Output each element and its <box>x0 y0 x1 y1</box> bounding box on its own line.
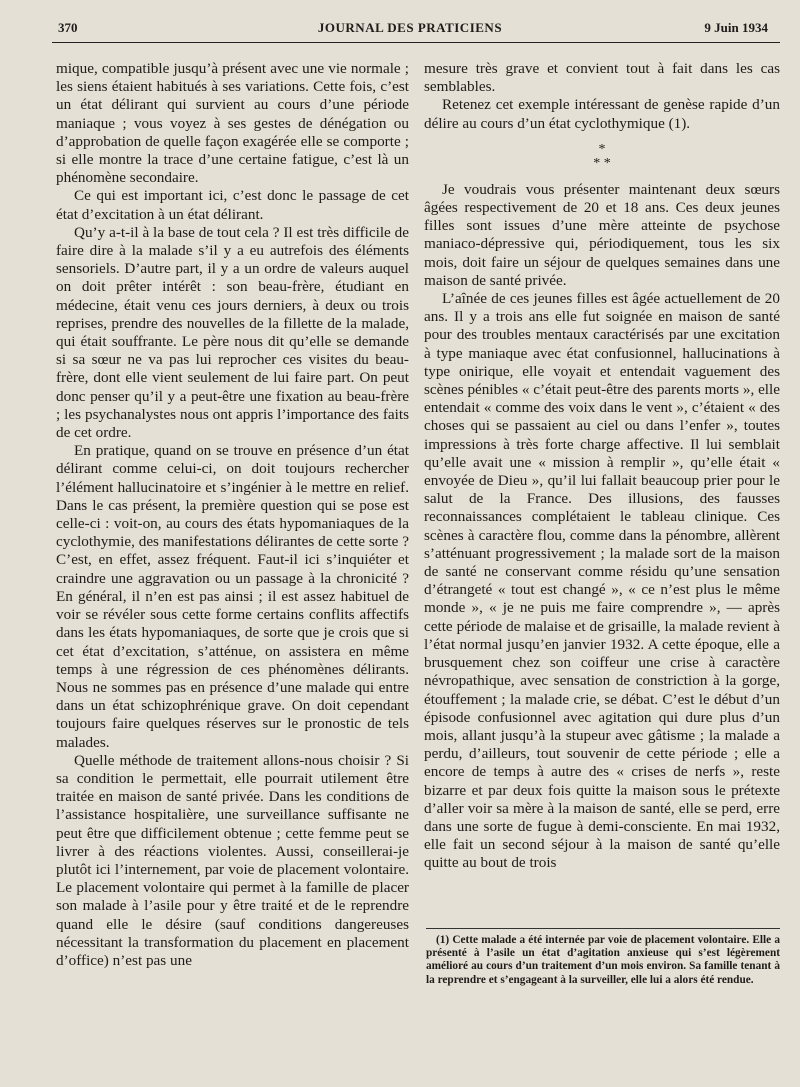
footnote-text: (1) Cette malade a été internée par voie de placement volontaire. Elle a présenté à l’asile un état d’agitation anxieuse qui s’est légèrement amélioré au cours d’un traitement d’un mois environ. Sa famille tenant à la reprendre et s’engageant à la surveiller, elle lui a alors été rendue. <box>426 934 780 986</box>
issue-date: 9 Juin 1934 <box>704 20 768 35</box>
journal-title: JOURNAL DES PRATICIENS <box>317 20 503 35</box>
page-number: 370 <box>58 20 78 35</box>
paragraph: Je voudrais vous présenter maintenant deux sœurs âgées respectivement de 20 et 18 ans. Ces deux jeunes filles sont issues d’une mère atteinte de psychose maniaco-dépressive qui, périodiquement, tous les six mois, doit faire un séjour de quelques semaines dans une maison de santé privée. <box>424 180 780 289</box>
section-separator <box>424 143 780 171</box>
footnote <box>426 934 780 987</box>
asterisk-bottom: * * <box>593 155 611 171</box>
paragraph: Qu’y a-t-il à la base de tout cela ? Il est très difficile de faire dire à la malade s’il y a eu autrefois des éléments sensoriels. D’autre part, il y a un ordre de valeurs auquel on doit prêter intérêt : son beau-frère, étudiant en médecine, était venu ces jours derniers, à deux ou trois reprises, prendre des nouvelles de la fillette de la malade, qui était souffrante. Le père nous dit qu’elle se demande si sa sœur ne va pas lui reprocher ces visites du beau-frère, dont elle vient seulement de lui faire part. On peut donc penser qu’il y a peut-être une fixation au beau-frère ; les psychanalystes nous ont appris l’importance des faits de cet ordre. <box>56 223 409 442</box>
paragraph: mique, compatible jusqu’à présent avec une vie normale ; les siens étaient habitués à ses variations. Cette fois, c’est un état délirant qui survient au cours d’une période maniaque ; vous voyez à ses gestes de dénégation ou d’approbation de quelle façon exagérée elle se comporte ; si elle montre la trace d’une certaine fatigue, c’est là un phénomène secondaire. <box>56 60 409 187</box>
running-header <box>52 18 768 40</box>
header-rule <box>52 42 780 43</box>
left-column <box>56 60 409 970</box>
paragraph: mesure très grave et convient tout à fait dans les cas semblables. <box>424 60 780 96</box>
paragraph: En pratique, quand on se trouve en présence d’un état délirant comme celui-ci, on doit toujours rechercher l’élément hallucinatoire et s’ingénier à le mettre en relief. Dans le cas présent, la première question qui se pose est celle-ci : voit-on, au cours des états hypomaniaques de la cyclothymie, des manifestations délirantes de cette sorte ? C’est, en effet, assez fréquent. Faut-il ici s’inquiéter et craindre une aggravation ou un passage à la chronicité ? En général, il n’en est pas ainsi ; il est assez habituel de voir se révéler sous cette forme certains conflits affectifs dans les états hypomaniaques, de sorte que je crois que si cet état d’excitation, s’atténue, on assistera en même temps à une régression de ces phénomènes délirants. Nous ne sommes pas en présence d’une malade qui entre dans un état schizophrénique grave. On doit cependant toujours faire quelques réserves sur le pronostic de tels malades. <box>56 442 409 751</box>
footnote-rule <box>426 928 780 929</box>
paragraph: L’aînée de ces jeunes filles est âgée actuellement de 20 ans. Il y a trois ans elle fut soignée en maison de santé pour des troubles mentaux caractérisés par une excitation à type maniaque avec état confusionnel, hallucinations à type onirique, elle voyait et entendait vaguement des scènes pénibles « c’était peut-être des parents morts », elle entendait « comme des voix dans le vent », c’étaient « des choses qui se passaient au ciel ou dans l’enfer », toutes impressions à très forte charge affective. Il lui semblait qu’elle avait une « mission à remplir », qu’elle était « envoyée de Dieu », qu’il lui fallait beaucoup prier pour le salut de la France. Des illusions, des fausses reconnaissances complétaient le tableau clinique. Ces scènes à caractère flou, comme dans la pénombre, allèrent s’atténuant progressivement ; la malade sort de la maison de santé ne conservant comme résidu qu’une sensation d’étrangeté « tout est changé », « ce n’est plus le même monde », « je ne puis me faire comprendre », — après cette période de malaise et de grisaille, la malade revient à l’état normal jusqu’en janvier 1932. A cette époque, elle a brusquement chez son coiffeur une crise à caractère névropathique, avec sensation de constriction à la gorge, étouffement ; la malade crie, se débat. C’est le début d’un épisode confusionnel avec agitation qui dure plus d’un mois, allant jusqu’à la stupeur avec gâtisme ; la malade a perdu, d’ailleurs, tout souvenir de cette période ; elle a encore de temps à autre des « crises de nerfs », reste bizarre et par deux fois quitte la maison sous le prétexte d’aller voir sa mère à la maison de santé, elle se perd, erre dans une sorte de fugue à demi-consciente. En mai 1932, elle fait un second séjour à la maison de santé qu’elle quitte au bout de trois <box>424 290 780 872</box>
paragraph: Ce qui est important ici, c’est donc le passage de cet état d’excitation à un état délirant. <box>56 187 409 223</box>
paragraph: Quelle méthode de traitement allons-nous choisir ? Si sa condition le permettait, elle pourrait utilement être traitée en maison de santé privée. Dans les conditions de l’assistance hospitalière, une surveillance suffisante ne peut être que difficilement obtenue ; cette femme peut se livrer à des réactions violentes. Aussi, conseillerai-je plutôt ici l’internement, par voie de placement volontaire. Le placement volontaire qui permet à la famille de placer son malade à l’asile pour y être traité et de le reprendre quand elle le désire (sauf conditions dangereuses nécessitant la transformation du placement en placement d’office) n’est pas une <box>56 751 409 969</box>
asterisk-top: * <box>598 141 606 157</box>
right-column <box>424 60 780 873</box>
paragraph: Retenez cet exemple intéressant de genèse rapide d’un délire au cours d’un état cyclothymique (1). <box>424 96 780 132</box>
